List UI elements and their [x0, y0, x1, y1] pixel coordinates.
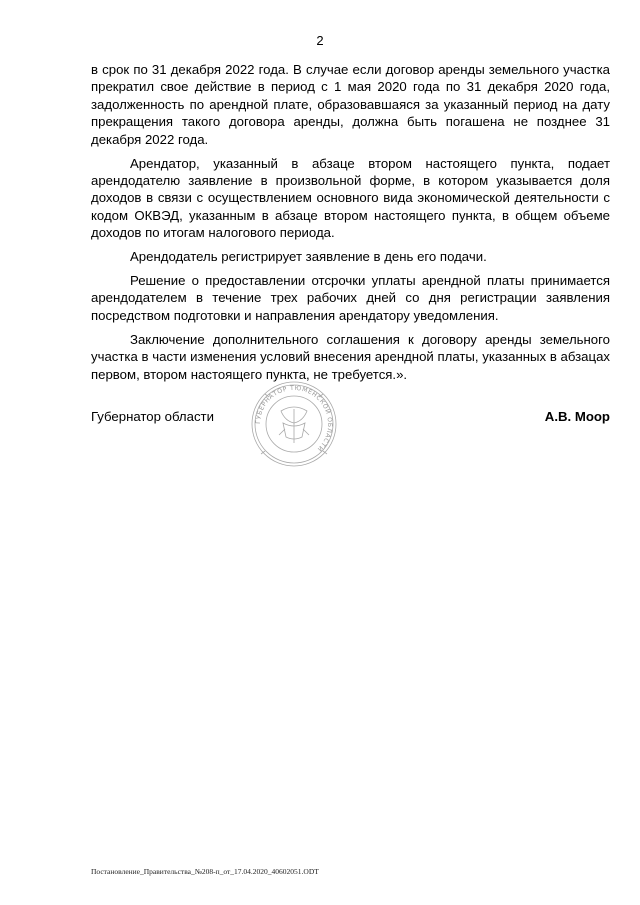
- signatory-name: А.В. Моор: [544, 409, 610, 424]
- paragraph-agreement: Заключение дополнительного соглашения к договору аренды земельного участка в части изменения условий внесения арендной платы, указанных в абзацах первом, втором настоящего пункта, не требуется.».: [91, 331, 610, 382]
- file-footer: Постановление_Правительства_№208-п_от_17.04.2020_40602051.ODT: [91, 867, 319, 876]
- document-body: [91, 61, 610, 389]
- paragraph-continuation: в срок по 31 декабря 2022 года. В случае если договор аренды земельного участка прекратил свое действие в период с 1 мая 2020 года по 31 декабря 2020 года, задолженность по арендной плате, образовавшаяся за указанный период на дату прекращения такого договора аренды, должна быть погашена не позднее 31 декабря 2022 года.: [91, 62, 610, 147]
- paragraph-registration: Арендодатель регистрирует заявление в день его подачи.: [130, 249, 487, 265]
- official-seal-stamp: [233, 379, 355, 469]
- seal-ring-text: ГУБЕРНАТОР ТЮМЕНСКОЙ ОБЛАСТИ: [254, 384, 334, 453]
- signatory-title: Губернатор области: [91, 409, 214, 424]
- paragraph-decision: Решение о предоставлении отсрочки уплаты арендной платы принимается арендодателем в течение трех рабочих дней со дня регистрации заявления посредством подготовки и направления арендатору уведомления.: [91, 272, 610, 323]
- page-number: 2: [316, 33, 324, 48]
- paragraph-applicant-statement: Арендатор, указанный в абзаце втором настоящего пункта, подает арендодателю заявление в произвольной форме, в котором указывается доля доходов в связи с осуществлением основного вида экономической деятельности с кодом ОКВЭД, указанным в абзаце втором настоящего пункта, в общем объеме доходов по итогам налогового периода.: [91, 155, 610, 241]
